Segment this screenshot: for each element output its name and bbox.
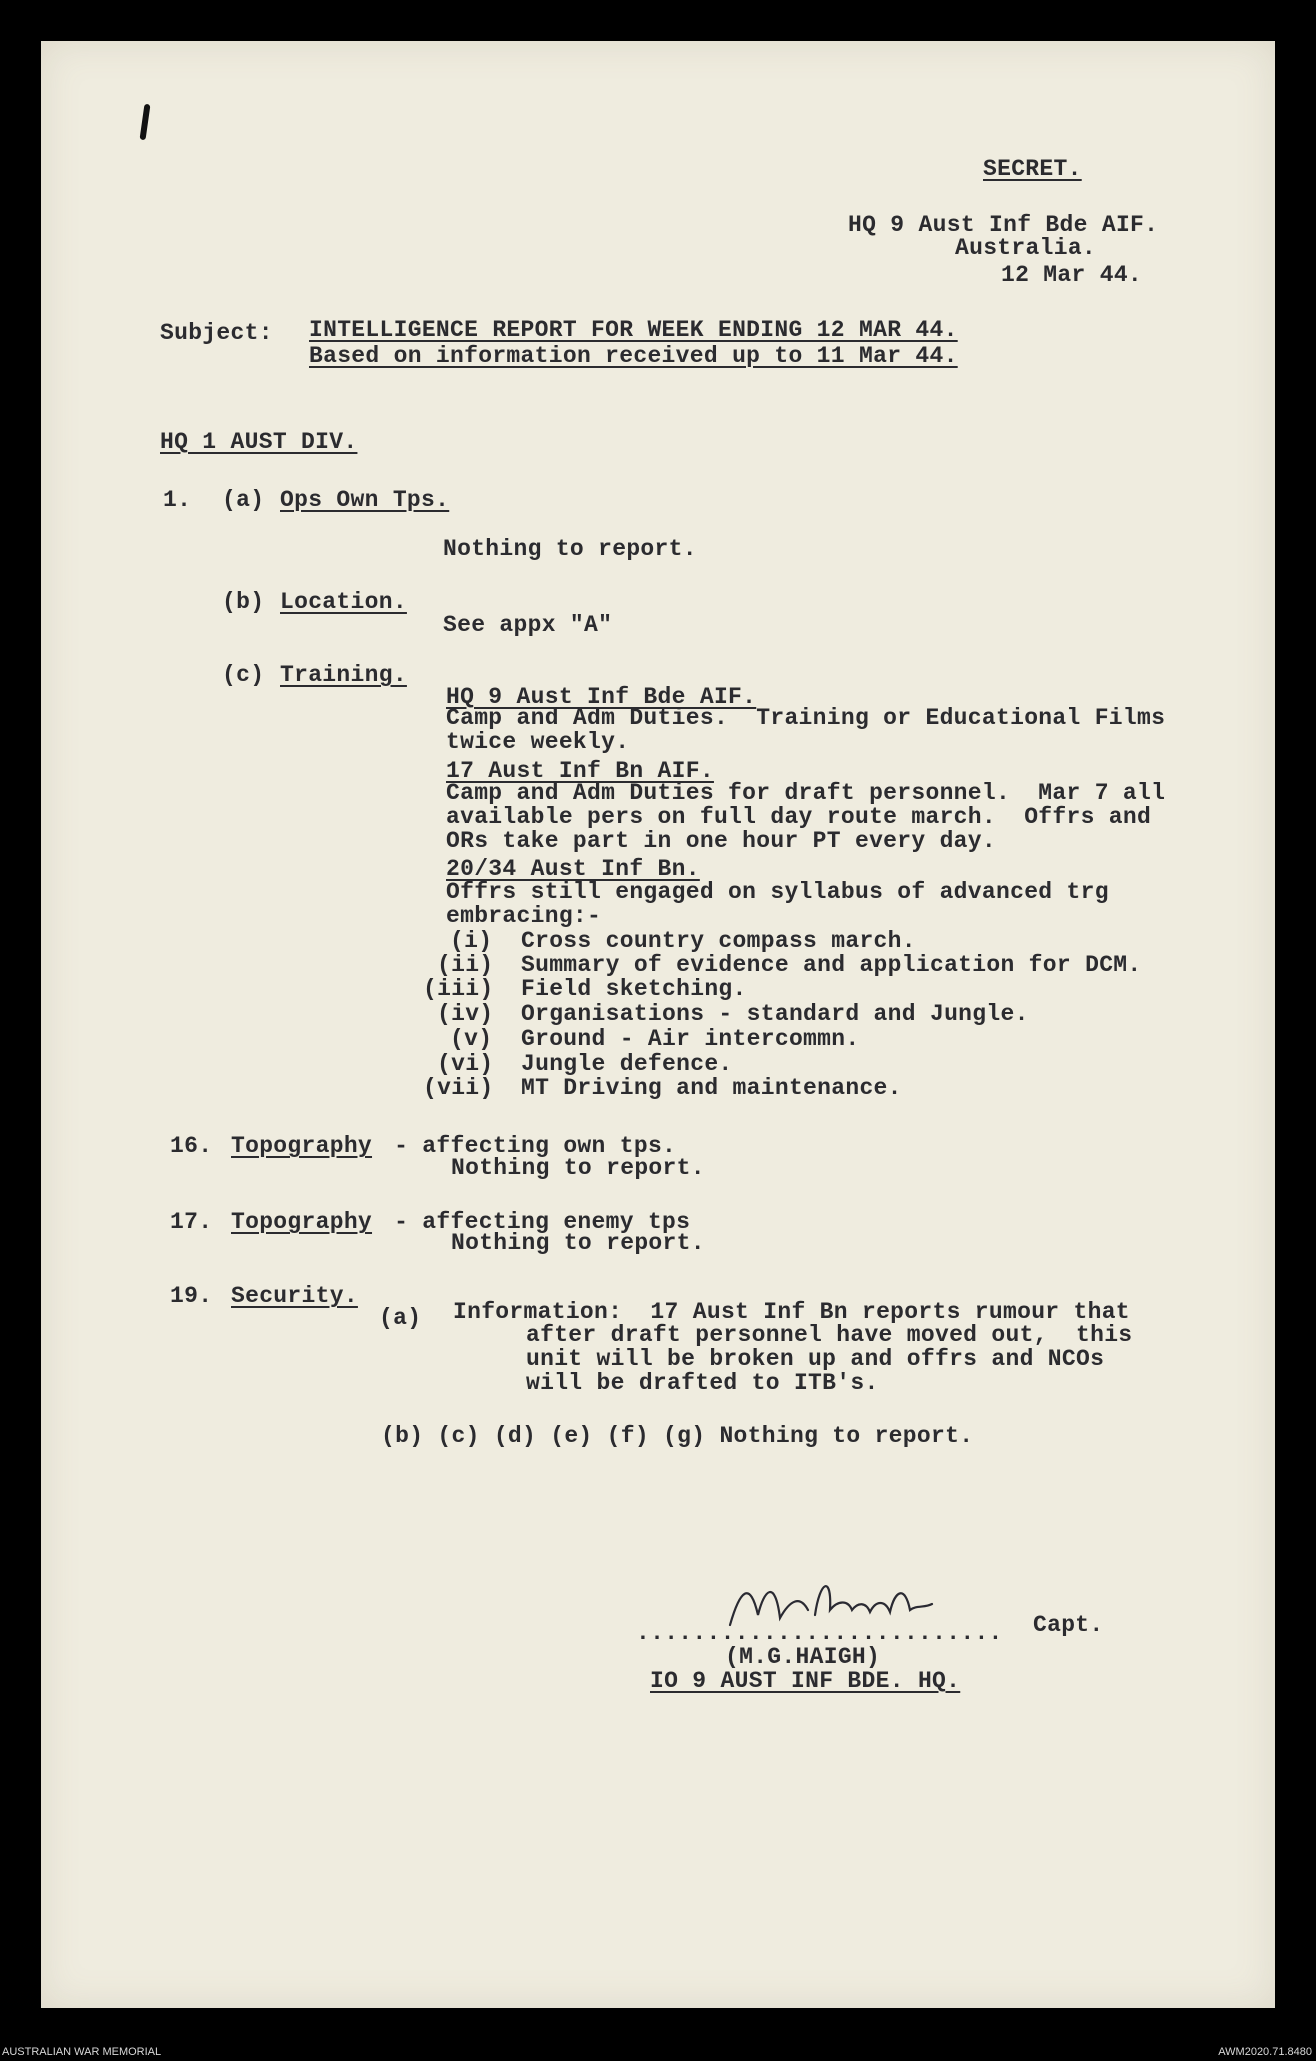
section-19a-label: (a)	[379, 1305, 422, 1331]
training-item-text: Field sketching.	[521, 976, 747, 1002]
section-17-text: Nothing to report.	[451, 1230, 705, 1256]
section-1b-text: See appx "A"	[443, 612, 613, 638]
training-item-number: (i)	[450, 928, 493, 954]
subject-label: Subject:	[160, 320, 273, 346]
training-unit-1: HQ 9 Aust Inf Bde AIF.	[446, 684, 757, 710]
training-item-text: Ground - Air intercommn.	[521, 1026, 860, 1052]
division-heading: HQ 1 AUST DIV.	[160, 429, 358, 455]
header-place: Australia.	[955, 235, 1097, 261]
section-1c-label: (c)	[222, 662, 265, 688]
training-unit-2-line-2: available pers on full day route march. Offrs and	[446, 804, 1152, 830]
training-unit-3-line-2: embracing:-	[446, 903, 602, 929]
signature-rank: Capt.	[1033, 1612, 1104, 1638]
footer-credit: AUSTRALIAN WAR MEMORIAL	[2, 2046, 162, 2058]
section-19-number: 19.	[170, 1283, 213, 1309]
training-unit-1-line-2: twice weekly.	[446, 729, 630, 755]
section-19a-line-2: after draft personnel have moved out, this	[526, 1322, 1133, 1348]
section-1c-title: Training.	[280, 662, 407, 688]
training-item-number: (iv)	[437, 1001, 494, 1027]
section-1b-label: (b)	[222, 589, 265, 615]
section-1a-text: Nothing to report.	[443, 536, 697, 562]
section-1a-label: (a)	[222, 487, 265, 513]
training-unit-2: 17 Aust Inf Bn AIF.	[446, 758, 714, 784]
footer-accession: AWM2020.71.8480	[1218, 2046, 1312, 2058]
section-1b-title: Location.	[280, 589, 407, 615]
training-item-text: Jungle defence.	[521, 1051, 733, 1077]
training-unit-3: 20/34 Aust Inf Bn.	[446, 856, 700, 882]
section-1-number: 1.	[163, 487, 192, 513]
section-1a-title: Ops Own Tps.	[280, 487, 450, 513]
signature-dots: ..........................	[636, 1620, 1003, 1646]
training-item-text: MT Driving and maintenance.	[521, 1075, 902, 1101]
section-16-text: Nothing to report.	[451, 1155, 705, 1181]
subject-line-1: INTELLIGENCE REPORT FOR WEEK ENDING 12 MAR 44.	[309, 317, 958, 343]
training-item-text: Organisations - standard and Jungle.	[521, 1001, 1029, 1027]
training-item-number: (v)	[450, 1026, 493, 1052]
section-16-title: Topography	[231, 1133, 373, 1159]
training-item-number: (vi)	[437, 1051, 494, 1077]
training-unit-3-line-1: Offrs still engaged on syllabus of advanced trg	[446, 879, 1109, 905]
training-item-number: (ii)	[437, 952, 494, 978]
section-19a-line-4: will be drafted to ITB's.	[526, 1370, 879, 1396]
section-16-number: 16.	[170, 1133, 213, 1159]
signature-name: (M.G.HAIGH)	[725, 1644, 881, 1670]
training-unit-2-line-1: Camp and Adm Duties for draft personnel. Mar 7 all	[446, 780, 1166, 806]
section-17-number: 17.	[170, 1209, 213, 1235]
training-item-number: (iii)	[423, 976, 494, 1002]
section-16-rest: - affecting own tps.	[380, 1133, 677, 1159]
training-item-text: Cross country compass march.	[521, 928, 916, 954]
signature-appointment: IO 9 AUST INF BDE. HQ.	[650, 1668, 961, 1694]
training-unit-1-line-1: Camp and Adm Duties. Training or Educational Films	[446, 705, 1166, 731]
section-19-title: Security.	[231, 1283, 358, 1309]
classification-label: SECRET.	[983, 156, 1082, 182]
header-date: 12 Mar 44.	[1001, 262, 1143, 288]
section-19a-line-1: Information: 17 Aust Inf Bn reports rumour that	[453, 1299, 1130, 1325]
section-19a-line-3: unit will be broken up and offrs and NCOs	[526, 1346, 1105, 1372]
section-19-others: (b) (c) (d) (e) (f) (g) Nothing to report.	[381, 1423, 974, 1449]
header-unit: HQ 9 Aust Inf Bde AIF.	[848, 212, 1159, 238]
section-17-title: Topography	[231, 1209, 373, 1235]
subject-line-2: Based on information received up to 11 Mar 44.	[309, 343, 958, 369]
training-unit-2-line-3: ORs take part in one hour PT every day.	[446, 828, 996, 854]
training-item-number: (vii)	[423, 1075, 494, 1101]
section-17-rest: - affecting enemy tps	[380, 1209, 691, 1235]
training-item-text: Summary of evidence and application for DCM.	[521, 952, 1142, 978]
